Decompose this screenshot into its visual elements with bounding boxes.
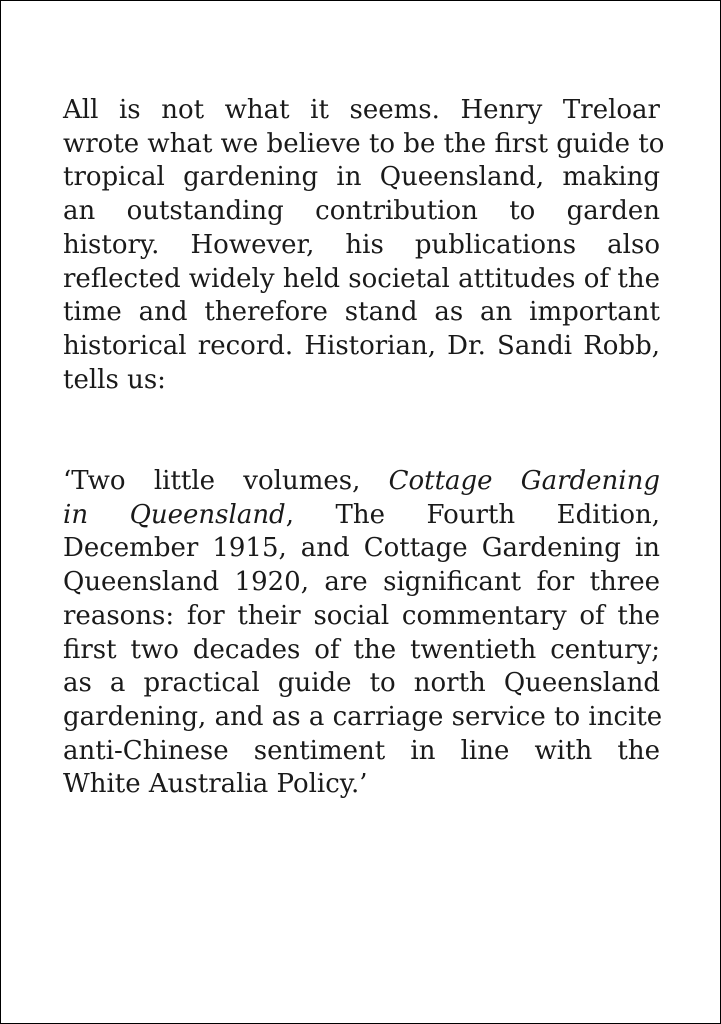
quote-line: [63, 499, 660, 533]
intro-paragraph: [63, 94, 665, 397]
quote-line: as a practical guide to north Queensland: [63, 668, 660, 699]
text-line: All is not what it seems. Henry Treloar: [63, 95, 660, 125]
text-line: wrote what we believe to be the first guide to: [63, 128, 665, 159]
text-line: history. However, his publications also: [63, 229, 660, 260]
quote-line: White Australia Policy.’: [63, 769, 368, 800]
quote-line: Queensland 1920, are significant for three: [63, 567, 660, 598]
book-title-italic: in Queensland: [63, 499, 286, 530]
text-line: tropical gardening in Queensland, making: [63, 162, 660, 193]
quote-line: gardening, and as a carriage service to incite: [63, 701, 663, 732]
quote-line: first two decades of the twentieth century;: [63, 634, 660, 665]
quote-text: ‘Two little volumes,: [63, 466, 389, 496]
quote-line: December 1915, and Cottage Gardening in: [63, 533, 660, 564]
quote-text: , The Fourth Edition,: [285, 499, 660, 530]
book-title-italic: Cottage Gardening: [388, 466, 660, 496]
text-line: an outstanding contribution to garden: [63, 196, 660, 227]
quote-line: anti-Chinese sentiment in line with the: [63, 735, 660, 766]
text-line: historical record. Historian, Dr. Sandi Robb,: [63, 330, 660, 361]
text-line: time and therefore stand as an important: [63, 297, 660, 328]
quote-line: reasons: for their social commentary of the: [63, 600, 660, 631]
quote-paragraph: [63, 465, 663, 802]
text-line: tells us:: [63, 364, 166, 395]
text-line: reflected widely held societal attitudes of the: [63, 263, 660, 294]
quote-line: [63, 465, 660, 499]
